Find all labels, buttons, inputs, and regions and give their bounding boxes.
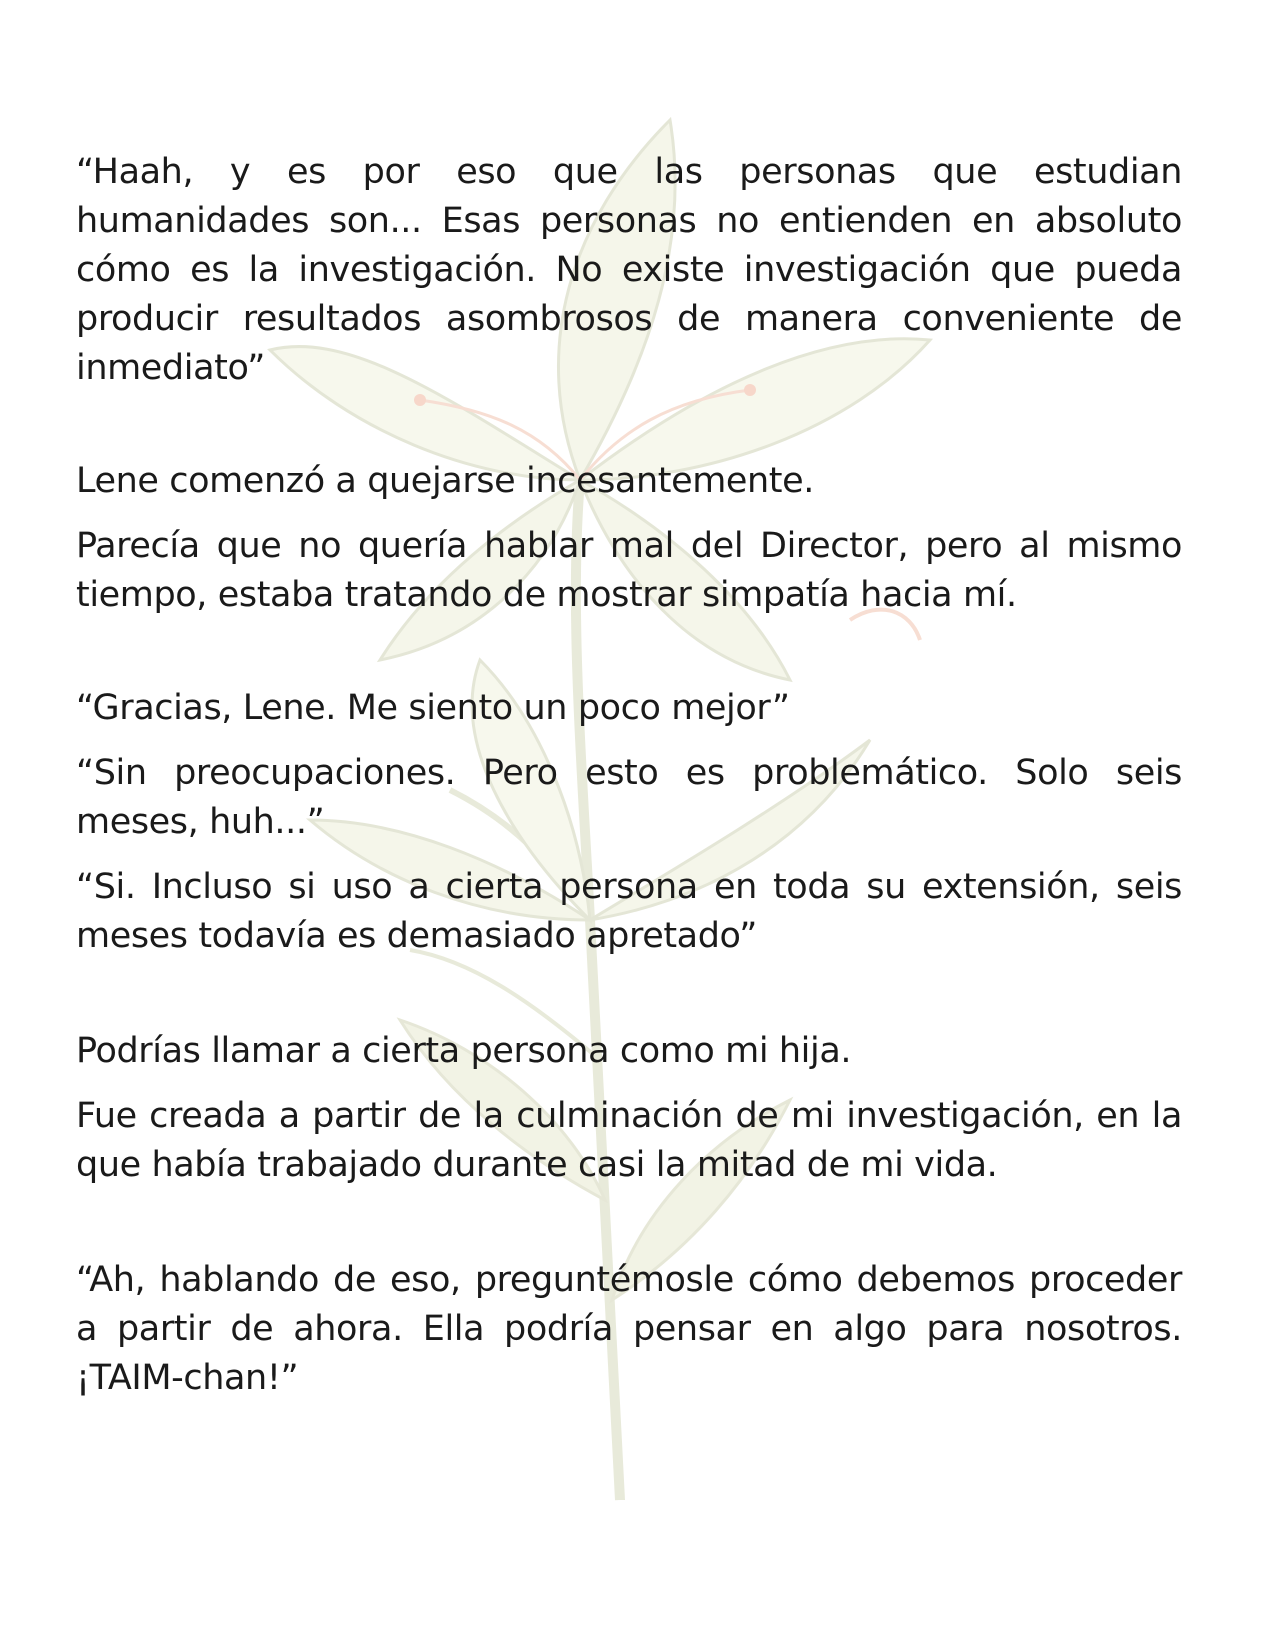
paragraph-dialogue-haah: “Haah, y es por eso que las personas que estudian humanidades son... Esas personas no entienden en absoluto cómo es la investigación. No existe investigación que pueda producir resultados asombrosos de manera conveniente de inmediato” — [76, 152, 1182, 388]
paragraph-lene-complained: Lene comenzó a quejarse incesantemente. — [76, 461, 814, 501]
paragraph-culminacion: Fue creada a partir de la culminación de mi investigación, en la que había trabajado durante casi la mitad de mi vida. — [76, 1096, 1182, 1185]
paragraph-dialogue-si-incluso: “Si. Incluso si uso a cierta persona en toda su extensión, seis meses todavía es demasiado apretado” — [76, 867, 1182, 956]
paragraph-sympathy: Parecía que no quería hablar mal del Director, pero al mismo tiempo, estaba tratando de mostrar simpatía hacia mí. — [76, 526, 1182, 615]
paragraph-dialogue-sin-preocupaciones: “Sin preocupaciones. Pero esto es problemático. Solo seis meses, huh...” — [76, 753, 1182, 842]
paragraph-dialogue-gracias: “Gracias, Lene. Me siento un poco mejor” — [76, 688, 790, 728]
paragraph-dialogue-ah-hablando: “Ah, hablando de eso, preguntémosle cómo debemos proceder a partir de ahora. Ella podría pensar en algo para nosotros. ¡TAIM-chan!” — [76, 1260, 1182, 1398]
paragraph-hija: Podrías llamar a cierta persona como mi hija. — [76, 1031, 852, 1071]
document-body — [76, 148, 1182, 1403]
